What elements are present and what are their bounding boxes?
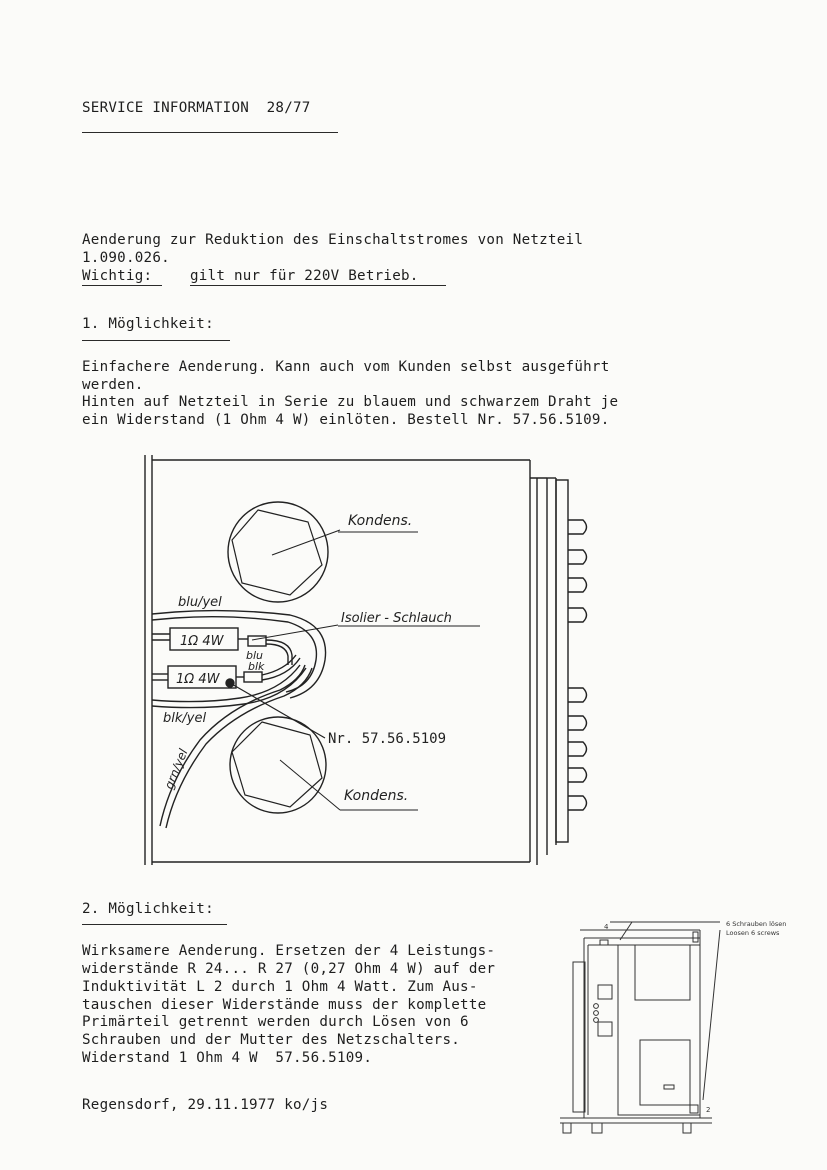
label-grn-yel: grn/yel <box>161 746 191 792</box>
important-text: gilt nur für 220V Betrieb. <box>190 268 419 284</box>
intro-line-2: 1.090.026. <box>82 250 170 266</box>
diagram2-note-1: 6 Schrauben lösen <box>726 920 787 928</box>
option2-heading-underline <box>82 924 227 925</box>
label-blu: blu <box>246 649 264 662</box>
option2-line-5: Primärteil getrennt werden durch Lösen von 6 <box>82 1014 469 1030</box>
label-kondens-bottom: Kondens. <box>344 788 409 804</box>
label-isolier-schlauch: Isolier - Schlauch <box>341 611 452 626</box>
option1-line-4: ein Widerstand (1 Ohm 4 W) einlöten. Bestell Nr. 57.56.5109. <box>82 412 610 428</box>
option1-heading: 1. Möglichkeit: <box>82 316 214 332</box>
option1-line-1: Einfachere Aenderung. Kann auch vom Kunden selbst ausgeführt <box>82 359 610 375</box>
signature-line: Regensdorf, 29.11.1977 ko/js <box>82 1097 329 1113</box>
resistor-bottom-label: 1Ω 4W <box>176 672 220 687</box>
label-blu-yel: blu/yel <box>178 595 222 610</box>
diagram2-marker-4: 4 <box>604 923 609 931</box>
option2-line-1: Wirksamere Aenderung. Ersetzen der 4 Leistungs- <box>82 943 496 959</box>
option1-heading-underline <box>82 340 230 341</box>
important-label: Wichtig: <box>82 268 153 284</box>
option2-line-7: Widerstand 1 Ohm 4 W 57.56.5109. <box>82 1050 373 1066</box>
option2-line-4: tauschen dieser Widerstände muss der komplette <box>82 997 487 1013</box>
resistor-top-label: 1Ω 4W <box>180 634 224 649</box>
document-title: SERVICE INFORMATION 28/77 <box>82 100 311 116</box>
diagram2-marker-2: 2 <box>706 1106 711 1114</box>
intro-line-1: Aenderung zur Reduktion des Einschaltstromes von Netzteil <box>82 232 584 248</box>
important-text-underline <box>190 285 446 286</box>
diagram2-note-2: Loosen 6 screws <box>726 929 780 937</box>
part-number-label: Nr. 57.56.5109 <box>328 731 447 747</box>
important-label-underline <box>82 285 162 286</box>
option2-line-6: Schrauben und der Mutter des Netzschalters. <box>82 1032 461 1048</box>
option1-line-2: werden. <box>82 377 144 393</box>
title-underline <box>82 132 338 133</box>
option2-line-3: Induktivität L 2 durch 1 Ohm 4 Watt. Zum Aus- <box>82 979 478 995</box>
option2-heading: 2. Möglichkeit: <box>82 901 214 917</box>
label-kondens-top: Kondens. <box>348 513 413 529</box>
label-blk: blk <box>248 660 265 673</box>
label-blk-yel: blk/yel <box>163 711 207 726</box>
option1-line-3: Hinten auf Netzteil in Serie zu blauem und schwarzem Draht je <box>82 394 619 410</box>
option2-line-2: widerstände R 24... R 27 (0,27 Ohm 4 W) auf der <box>82 961 496 977</box>
